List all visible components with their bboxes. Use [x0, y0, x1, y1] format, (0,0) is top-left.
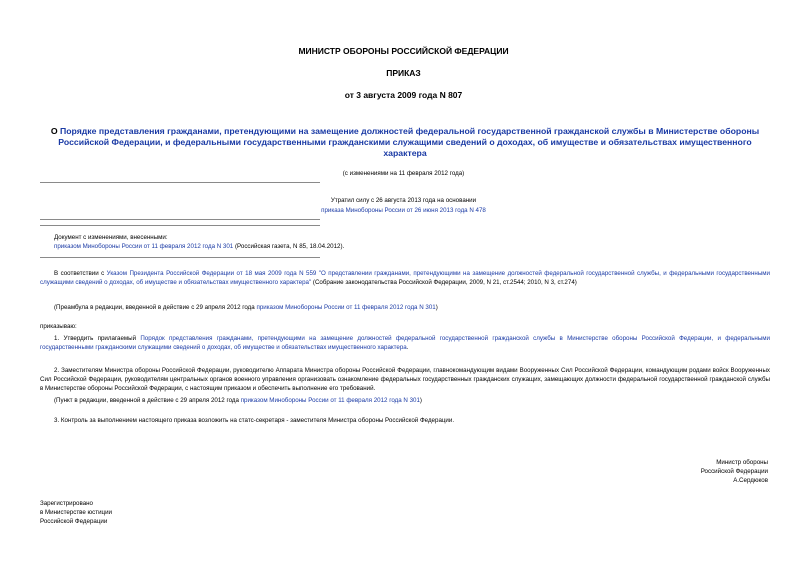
- invalid-notice-link[interactable]: приказа Минобороны России от 26 июня 2013 года N 478: [321, 207, 486, 214]
- signature-block: [650, 458, 768, 485]
- preamble-note-start: (Преамбула в редакции, введенной в действие с 29 апреля 2012 года: [54, 304, 257, 311]
- amendments-link[interactable]: приказом Минобороны России от 11 февраля 2012 года N 301: [54, 243, 234, 250]
- divider: [40, 225, 320, 226]
- divider: [40, 257, 320, 258]
- preamble: [40, 269, 770, 287]
- signature-title: Министр обороны: [716, 459, 768, 466]
- registration-line-1: Зарегистрировано: [40, 500, 93, 507]
- invalid-notice-text: Утратил силу с 26 августа 2013 года на основании: [330, 197, 477, 204]
- preamble-note-link[interactable]: приказом Минобороны России от 11 февраля 2012 года N 301: [256, 304, 436, 311]
- document-title: [40, 126, 770, 159]
- registration-line-2: в Министерстве юстиции: [40, 509, 113, 516]
- amendments-tail: (Российская газета, N 85, 18.04.2012).: [233, 243, 345, 250]
- item-1-end: .: [406, 344, 409, 352]
- title-prefix: О: [50, 126, 60, 136]
- doc-type: ПРИКАЗ: [386, 68, 421, 78]
- signature-country: Российской Федерации: [700, 468, 768, 475]
- item-2-note: [40, 396, 770, 405]
- item-2-note-link[interactable]: приказом Минобороны России от 11 февраля 2012 года N 301: [240, 397, 420, 404]
- item-1-link[interactable]: Порядок представления гражданами, претендующими на замещение должностей федеральной государственной гражданской службы в Министерстве обороны Российской Федерации, и федеральными государственными гражданскими служащими сведений о доходах, об имуществе и обязательствах имущественного характера: [40, 335, 770, 352]
- preamble-decree-link[interactable]: Указом Президента Российской Федерации от 18 мая 2009 года N 559 "О представлении гражданами, претендующими на замещение должностей федеральной государственной службы, и федеральными государственными служащими сведений о доходах, об имуществе и обязательствах имущественного характера": [40, 270, 770, 287]
- divider: [40, 219, 320, 220]
- order-word: приказываю:: [40, 323, 77, 330]
- item-2-note-start: (Пункт в редакции, введенной в действие с 29 апреля 2012 года: [54, 397, 241, 404]
- ministry-title: МИНИСТР ОБОРОНЫ РОССИЙСКОЙ ФЕДЕРАЦИИ: [298, 46, 509, 56]
- preamble-tail: (Собрание законодательства Российской Федерации, 2009, N 21, ст.2544; 2010, N 3, ст.274): [311, 279, 577, 287]
- item-1: [40, 334, 770, 352]
- preamble-note-end: ): [435, 304, 438, 311]
- doc-date: от 3 августа 2009 года N 807: [344, 90, 463, 100]
- amendments-line: [54, 242, 774, 251]
- item-2-note-end: ): [419, 397, 422, 404]
- preamble-note: [40, 303, 770, 312]
- item-2: 2. Заместителям Министра обороны Российской Федерации, руководителю Аппарата Министра обороны Российской Федерации, главнокомандующим видами Вооруженных Сил Российской Федерации, командующим родами войск Вооруженных Сил Российской Федерации, руководителям центральных органов военного управления организовать ознакомление федеральных государственных гражданских служащих, замещающих должности федеральной государственной гражданской службы в Министерстве обороны Российской Федерации, с настоящим приказом и обеспечить выполнение его требований.: [40, 367, 770, 393]
- item-3: 3. Контроль за выполнением настоящего приказа возложить на статс-секретаря - заместителя Министра обороны Российской Федерации.: [54, 417, 455, 424]
- title-link[interactable]: Порядке представления гражданами, претендующими на замещение должностей федеральной государственной гражданской службы в Министерстве обороны Российской Федерации, и федеральными государственными гражданскими служащими сведений о доходах, об имуществе и обязательствах имущественного характера: [58, 126, 760, 158]
- item-1-start: 1. Утвердить прилагаемый: [54, 335, 141, 342]
- preamble-start: В соответствии с: [54, 270, 107, 277]
- registration-block: [40, 499, 240, 526]
- registration-line-3: Российской Федерации: [40, 518, 108, 525]
- signature-name: А.Сердюков: [733, 477, 768, 484]
- divider: [40, 182, 320, 183]
- changes-note: (с изменениями на 11 февраля 2012 года): [342, 170, 465, 177]
- amendments-label: Документ с изменениями, внесенными:: [54, 234, 168, 241]
